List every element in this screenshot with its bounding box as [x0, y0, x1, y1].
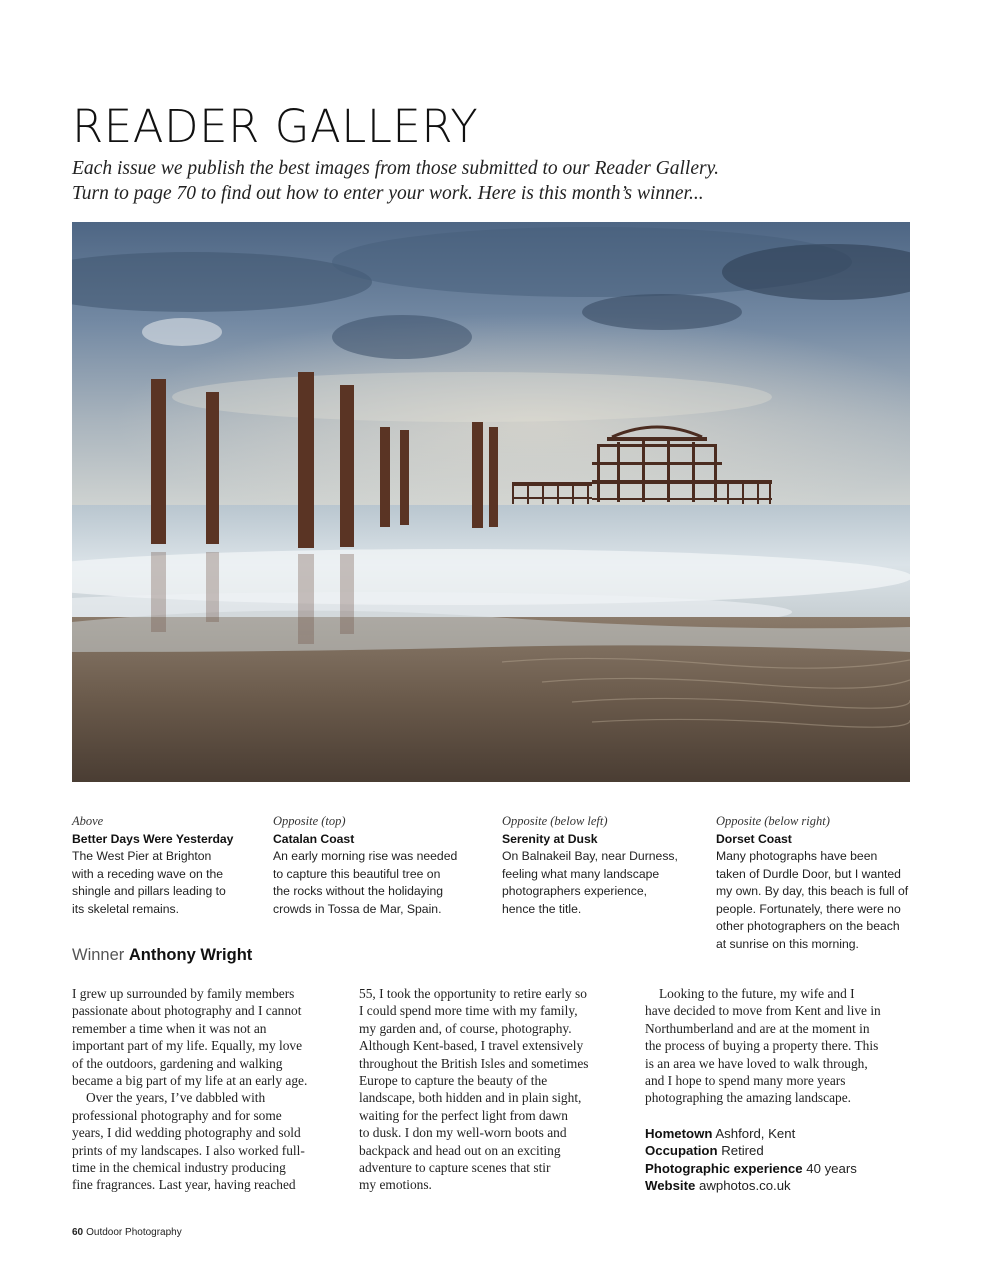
body-line: is an area we have loved to walk through,	[645, 1055, 868, 1071]
body-line: Europe to capture the beauty of the	[359, 1073, 548, 1089]
intro-line: Turn to page 70 to find out how to enter your work. Here is this month’s winner...	[72, 183, 704, 204]
caption-opposite-top	[273, 813, 457, 918]
body-line: to dusk. I don my well-worn boots and	[359, 1125, 567, 1141]
caption-title: Dorset Coast	[716, 831, 792, 846]
body-line: throughout the British Isles and sometimes	[359, 1055, 589, 1071]
caption-line: photographers experience,	[502, 884, 647, 898]
body-line: backpack and head out on an exciting	[359, 1142, 561, 1158]
fact-value: Retired	[721, 1143, 764, 1159]
caption-line: feeling what many landscape	[502, 866, 660, 881]
fact-value: Ashford, Kent	[715, 1126, 796, 1141]
fact-label: Hometown	[645, 1126, 713, 1141]
body-column-1	[72, 985, 307, 1194]
body-line: Over the years, I’ve dabbled with	[86, 1090, 266, 1106]
caption-title: Better Days Were Yesterday	[72, 831, 234, 846]
caption-line: other photographers on the beach	[716, 919, 900, 933]
body-line: waiting for the perfect light from dawn	[359, 1107, 568, 1123]
body-line: Northumberland and are at the moment in	[645, 1020, 870, 1036]
caption-line: the rocks without the holidaying	[273, 884, 444, 898]
body-line: prints of my landscapes. I also worked full-	[72, 1142, 305, 1158]
body-line: I grew up surrounded by family members	[72, 986, 295, 1001]
body-line: fine fragrances. Last year, having reached	[72, 1177, 296, 1193]
body-column-3	[645, 985, 881, 1107]
body-line: remember a time when it was not an	[72, 1020, 267, 1036]
body-column-2	[359, 985, 588, 1194]
caption-title: Serenity at Dusk	[502, 831, 598, 846]
caption-line: with a receding wave on the	[72, 866, 224, 881]
caption-title: Catalan Coast	[273, 831, 355, 846]
page-title: READER GALLERY	[72, 100, 479, 153]
fact-occupation	[645, 1142, 857, 1159]
caption-line: Many photographs have been	[716, 849, 878, 863]
caption-position: Opposite (top)	[273, 814, 346, 828]
caption-position: Above	[72, 814, 104, 828]
caption-line: An early morning rise was needed	[273, 849, 458, 863]
fact-label: Photographic experience	[645, 1160, 803, 1176]
caption-opposite-below-right	[716, 813, 908, 953]
body-line: time in the chemical industry producing	[72, 1160, 286, 1176]
body-line: the process of buying a property there. This	[645, 1038, 879, 1054]
caption-line: hence the title.	[502, 901, 582, 916]
west-pier-photograph	[72, 222, 910, 782]
caption-line: its skeletal remains.	[72, 901, 180, 916]
body-line: my emotions.	[359, 1177, 432, 1193]
body-line: adventure to capture scenes that stir	[359, 1160, 551, 1176]
caption-line: On Balnakeil Bay, near Durness,	[502, 849, 678, 863]
body-line: important part of my life. Equally, my love	[72, 1038, 303, 1054]
body-line: my garden and, of course, photography.	[359, 1020, 572, 1036]
body-line: Although Kent-based, I travel extensively	[359, 1038, 584, 1054]
fact-value: 40 years	[806, 1160, 857, 1176]
fact-experience	[645, 1160, 857, 1177]
winner-name: Anthony Wright	[128, 946, 253, 964]
body-line: Looking to the future, my wife and I	[659, 986, 855, 1001]
caption-line: people. Fortunately, there were no	[716, 901, 901, 916]
caption-line: at sunrise on this morning.	[716, 936, 859, 951]
body-line: have decided to move from Kent and live in	[645, 1003, 881, 1019]
caption-line: my own. By day, this beach is full of	[716, 884, 909, 898]
fact-hometown	[645, 1125, 857, 1142]
fact-value: awphotos.co.uk	[699, 1178, 791, 1194]
body-line: landscape, both hidden and in plain sight,	[359, 1090, 582, 1106]
caption-line: to capture this beautiful tree on	[273, 866, 441, 881]
body-line: of the outdoors, gardening and walking	[72, 1055, 283, 1071]
intro-standfirst	[72, 156, 892, 206]
page-number: 60	[72, 1227, 84, 1238]
caption-above	[72, 813, 233, 918]
body-line: 55, I took the opportunity to retire early so	[359, 986, 587, 1001]
intro-line: Each issue we publish the best images from those submitted to our Reader Gallery.	[72, 158, 720, 179]
body-line: and I hope to spend many more years	[645, 1073, 846, 1089]
caption-line: crowds in Tossa de Mar, Spain.	[273, 901, 442, 916]
page-footer	[72, 1227, 182, 1238]
body-line: photographing the amazing landscape.	[645, 1090, 851, 1106]
caption-opposite-below-left	[502, 813, 678, 918]
fact-label: Website	[645, 1178, 696, 1194]
fact-label: Occupation	[645, 1143, 718, 1159]
caption-line: shingle and pillars leading to	[72, 884, 226, 898]
magazine-name: Outdoor Photography	[86, 1227, 182, 1238]
caption-position: Opposite (below right)	[716, 814, 830, 828]
winner-label: Winner	[72, 946, 125, 964]
caption-line: The West Pier at Brighton	[72, 849, 212, 863]
caption-position: Opposite (below left)	[502, 814, 608, 828]
caption-line: taken of Durdle Door, but I wanted	[716, 866, 901, 881]
body-line: passionate about photography and I cannot	[72, 1003, 302, 1019]
fact-website	[645, 1177, 857, 1194]
photographer-facts	[645, 1125, 857, 1195]
body-line: years, I did wedding photography and sold	[72, 1125, 301, 1141]
winner-heading	[72, 946, 252, 965]
body-line: professional photography and for some	[72, 1107, 282, 1123]
body-line: became a big part of my life at an early age.	[72, 1073, 308, 1089]
body-line: I could spend more time with my family,	[359, 1003, 578, 1019]
